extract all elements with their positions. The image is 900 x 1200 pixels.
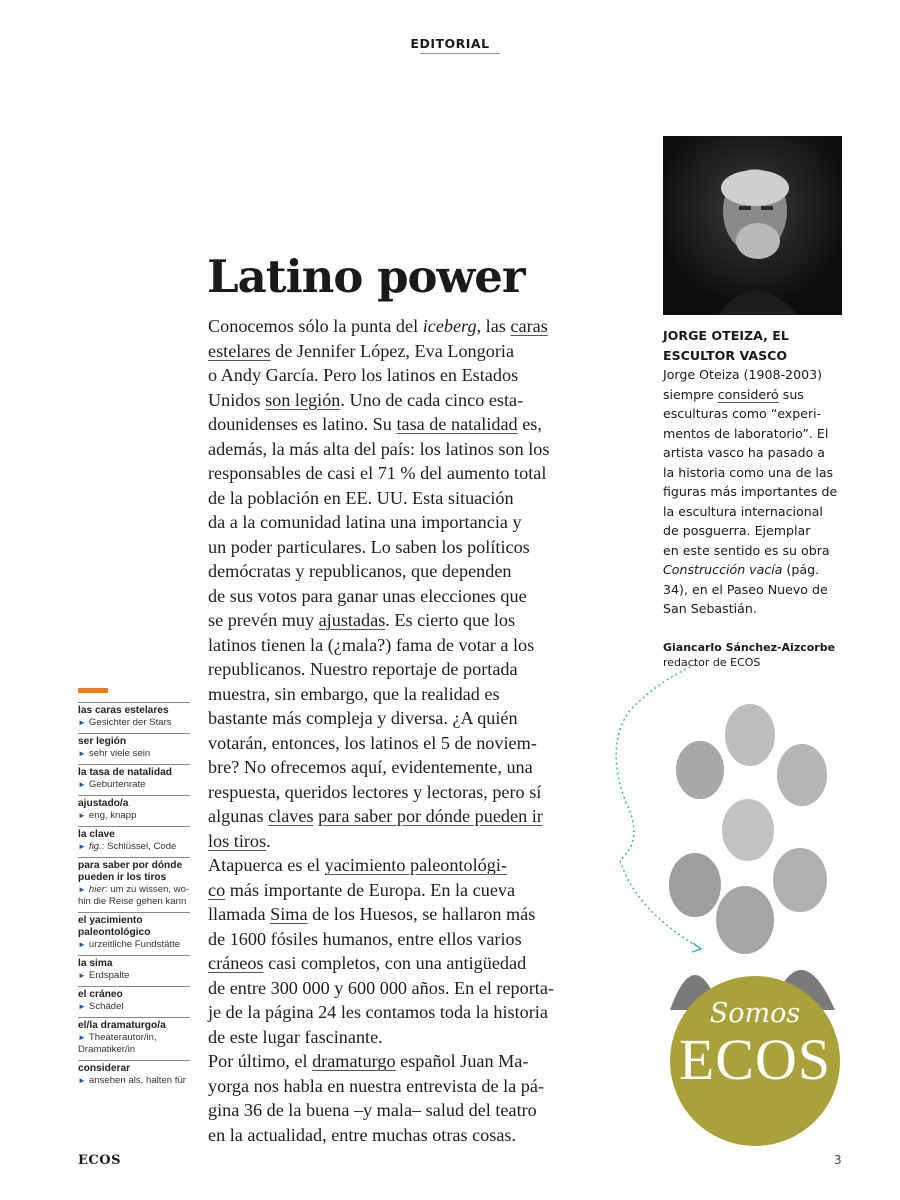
text-run: muestra, sin embargo, que la realidad es [208,683,500,704]
glossary-term: ajustado/a [78,798,129,809]
glossary-term: el yacimiento [78,915,143,926]
arrow-right-icon: ► [78,780,86,789]
text-run: 34), en el Paseo Nuevo de [663,581,828,597]
text-run: da a la comunidad latina una importancia y [208,512,522,532]
glossary-term: las caras estelares [78,705,169,716]
text-run: San Sebastián. [663,601,757,616]
glossed-term: tasa de natalidad [396,414,518,434]
article-line [208,584,586,609]
text-run: latinos tienen la (¿mala?) fama de votar a los [208,634,535,655]
text-run: artista vasco ha pasado a [663,445,826,460]
text-run: . [266,830,271,851]
text-run: en este sentido es su obra [663,542,830,558]
glossary-entry [78,826,190,857]
glossed-term: los tiros [208,830,267,851]
glossary-entry [78,733,190,764]
text-run: figuras más importantes de [663,484,838,499]
article-line [208,314,586,339]
text-run: Gesichter der Stars [88,717,172,728]
caption-line [663,580,853,600]
text-run: sus [778,386,804,402]
text-run: (pág. [782,562,820,577]
article-line [208,510,586,535]
glossary-definition [78,748,190,760]
text-run: yorga nos habla en nuestra entrevista de la pá- [208,1075,545,1096]
glossary-definition [78,810,190,822]
article-line [208,388,586,413]
article-line [208,804,586,829]
arrow-right-icon: ► [78,1076,86,1085]
article-line [208,608,586,633]
article-line [208,853,586,878]
text-run: urzeitliche Fundstätte [88,939,181,950]
glossary-entry [78,912,190,955]
text-run: Theaterautor/in, [88,1032,157,1043]
article-line [208,1098,586,1123]
text-run: de 1600 fósiles humanos, entre ellos varios [208,928,522,949]
text-run: mentos de laboratorio”. El [663,425,829,441]
glossary-definition [78,717,190,729]
arrow-right-icon: ► [78,811,86,820]
glossed-term: cráneos [208,953,264,973]
caption-line [663,404,853,424]
text-run: dounidenses es latino. Su [208,414,397,434]
caption-line [663,502,853,522]
article-line [208,486,586,511]
glossary-term: para saber por dónde [78,860,183,871]
text-run: de los Huesos, se hallaron más [307,904,536,924]
glossary-accent-bar [78,688,108,693]
arrow-right-icon: ► [78,718,86,727]
article-line [208,927,586,952]
text-run: se prevén muy [208,610,319,630]
glossed-term: caras [510,316,548,336]
glossary-term: la clave [78,829,115,840]
article-line [208,878,586,903]
glossary-term: considerar [78,1063,131,1074]
glossary-term: el/la dramaturgo/a [78,1020,166,1031]
caption-line [663,443,853,463]
caption-line [663,560,853,580]
text-run: Atapuerca es el [208,855,325,875]
text-run: republicanos. Nuestro reportaje de portada [208,659,518,679]
text-run: de sus votos para ganar unas elecciones que [208,585,527,606]
glossary-definition [78,884,190,896]
arrow-right-icon: ► [78,842,86,851]
text-run: Jorge Oteiza (1908-2003) [663,367,823,382]
article-line [208,706,586,731]
text-run: hin die Reise gehen kann [78,896,187,907]
glossed-term: Sima [270,904,308,924]
caption-line [663,541,853,561]
article-line [208,780,586,805]
article-line [208,461,586,486]
footer-brand: ECOS [78,1153,121,1168]
article-line [208,339,586,364]
portrait-photo-jorge-oteiza [663,136,842,315]
glossed-term: para saber por dónde pueden ir [318,806,543,826]
article-line [208,437,586,462]
text-run: Por último, el [208,1051,313,1071]
text-run: o Andy García. Pero los latinos en Estados [208,365,519,385]
text-run: siempre [663,386,718,402]
somos-ecos-badge [670,976,840,1146]
text-run: . Uno de cada cinco esta- [340,389,524,410]
text-run: Schädel [88,1001,124,1012]
article-line [208,657,586,682]
glossary-entry [78,764,190,795]
arrow-right-icon: ► [78,940,86,949]
article-line [208,1000,586,1025]
article-line [208,731,586,756]
caption-title-line: ESCULTOR VASCO [663,347,788,363]
text-run: casi completos, con una antigüedad [263,953,527,973]
arrow-right-icon: ► [78,1033,86,1042]
article-title: Latino power [207,250,525,303]
text-run: bre? No ofrecemos aquí, evidentemente, una [208,757,533,777]
text-run: demócratas y republicanos, que dependen [208,561,512,581]
team-photo-collage [650,690,850,1010]
text-run: Erdspalte [88,970,130,981]
glossary-definition [78,1044,190,1056]
text-run: español Juan Ma- [395,1051,529,1071]
glossary-term: pueden ir los tiros [78,872,167,883]
article-line [208,1049,586,1074]
glossary-definition [78,939,190,951]
glossary-entry [78,795,190,826]
text-run: : um zu wissen, wo- [104,884,190,895]
text-run: eng, knapp [88,810,137,821]
text-run: esculturas como “experi- [663,406,822,421]
glossary [78,702,190,1091]
article-line [208,755,586,780]
article-line [208,951,586,976]
glossed-term: son legión [265,389,341,410]
glossary-term: la sima [78,958,113,969]
badge-title: ECOS [678,1027,832,1092]
author-name: Giancarlo Sánchez-Aizcorbe [663,641,836,654]
text-run: Construcción vacía [663,562,783,577]
section-label: EDITORIAL [410,36,490,51]
photo-caption [663,326,853,619]
glossary-definition [78,970,190,982]
glossary-definition [78,841,190,853]
text-run: más importante de Europa. En la cueva [225,879,516,900]
text-run: en la actualidad, entre muchas otras cosas. [208,1124,517,1145]
text-run: algunas [208,806,269,826]
text-run: llamada [208,904,271,924]
text-run: la escultura internacional [663,503,823,519]
article-line [208,682,586,707]
text-run: Conocemos sólo la punta del [208,316,423,336]
glossary-definition [78,1001,190,1013]
arrow-right-icon: ► [78,749,86,758]
article-line [208,559,586,584]
text-run: Unidos [208,389,266,410]
text-run: de la población en EE. UU. Esta situación [208,487,514,508]
text-run: de este lugar fascinante. [208,1026,383,1047]
glossary-definition [78,779,190,791]
text-run: Geburtenrate [88,779,146,790]
arrow-right-icon: ► [78,1002,86,1011]
glossary-entry [78,986,190,1017]
text-run: gina 36 de la buena –y mala– salud del teatro [208,1100,537,1120]
article-line [208,535,586,560]
caption-text [663,365,853,619]
glossed-term: estelares [208,340,271,361]
caption-title-line: JORGE OTEIZA, EL [663,328,789,343]
arrow-right-icon: ► [78,971,86,980]
article-line [208,829,586,854]
glossary-term: la tasa de natalidad [78,767,172,778]
text-run: fig. [88,841,102,852]
glossary-entry [78,702,190,733]
glossed-term: consideró [717,386,779,402]
text-run: ansehen als, halten für [88,1075,186,1086]
text-run: , las [476,316,511,336]
text-run: : Schlüssel, Code [101,841,177,852]
glossary-entry [78,857,190,912]
caption-line [663,424,853,444]
glossed-term: ajustadas [318,610,386,630]
text-run: de entre 300 000 y 600 000 años. En el reporta- [208,977,554,998]
caption-line [663,521,853,541]
caption-line [663,599,853,619]
article-line [208,1074,586,1099]
caption-line [663,365,853,385]
glossary-definition [78,1032,190,1044]
text-run: de Jennifer López, Eva Longoria [270,340,515,361]
badge-script-text: Somos [709,998,801,1029]
glossed-term: claves [268,806,314,826]
author-role: redactor de ECOS [663,656,761,669]
glossary-entry [78,1060,190,1091]
text-run: hier [88,884,105,895]
text-run: Dramatiker/in [78,1044,136,1055]
article-line [208,1025,586,1050]
caption-line [663,385,853,405]
glossary-definition [78,896,190,908]
article-line [208,633,586,658]
article-line [208,1123,586,1148]
glossary-term: el cráneo [78,989,123,1000]
text-run: sehr viele sein [88,748,151,759]
text-run: . Es cierto que los [385,610,516,630]
text-run: es, [517,414,542,434]
text-run: votarán, entonces, los latinos el 5 de noviem- [208,732,537,753]
article-line [208,412,586,437]
text-run: además, la más alta del país: los latinos son los [208,438,550,459]
text-run: la historia como una de las [663,464,834,480]
page-number: 3 [834,1153,842,1167]
glossary-entry [78,955,190,986]
text-run: iceberg [422,316,477,336]
article-line [208,902,586,927]
text-run: un poder particulares. Lo saben los políticos [208,536,530,557]
glossary-definition [78,1075,190,1087]
caption-line [663,482,853,502]
article-line [208,363,586,388]
text-run: de posguerra. Ejemplar [663,523,811,538]
glossed-term: yacimiento paleontológi- [324,855,507,875]
glossary-term: paleontológico [78,927,151,938]
glossed-term: co [208,879,226,900]
article-body [208,314,586,1147]
glossary-term: ser legión [78,736,127,747]
text-run: respuesta, queridos lectores y lectoras, pero sí [208,781,542,802]
text-run: je de la página 24 les contamos toda la historia [208,1002,548,1022]
caption-line [663,463,853,483]
article-line [208,976,586,1001]
text-run: responsables de casi el 71 % del aumento total [208,463,547,483]
section-divider [420,53,500,54]
text-run: bastante más compleja y diversa. ¿A quién [208,708,518,728]
glossary-entry [78,1017,190,1060]
arrow-right-icon: ► [78,885,86,894]
glossed-term: dramaturgo [312,1051,396,1071]
